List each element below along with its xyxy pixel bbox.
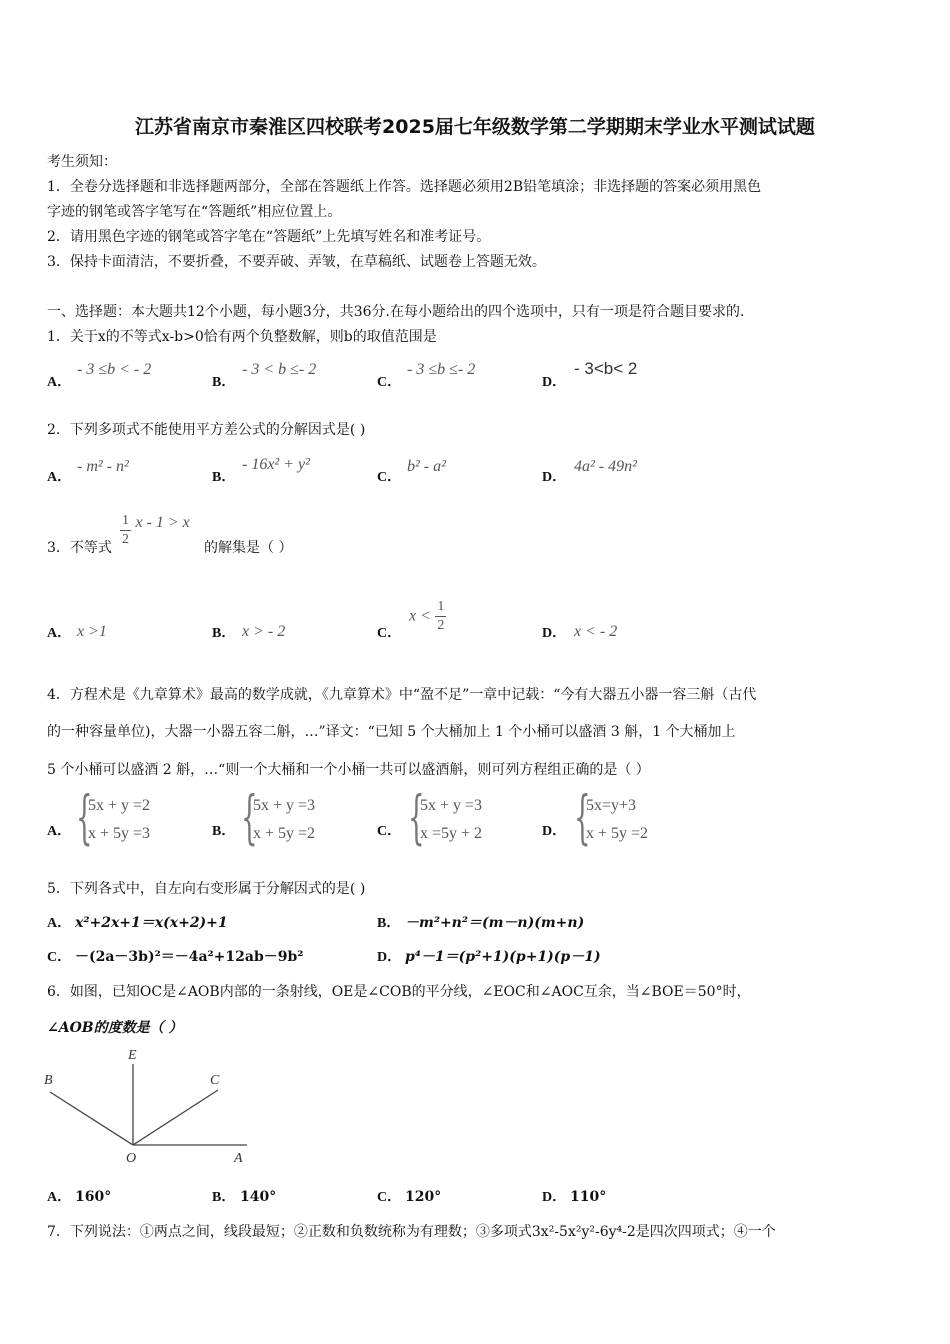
option-label: D． (377, 950, 402, 965)
q6-option-a: 160° (75, 1189, 112, 1205)
option-label: C． (377, 470, 402, 485)
point-label-o: O (126, 1151, 137, 1166)
point-label-a: A (234, 1151, 243, 1166)
question-3-stem-pre: 3．不等式 (47, 540, 112, 556)
point-label-b: B (44, 1073, 53, 1088)
q1-option-c: - 3 ≤b ≤- 2 (407, 361, 476, 378)
q6-option-c: 120° (405, 1189, 442, 1205)
question-2-stem: 2．下列多项式不能使用平方差公式的分解因式是( ) (47, 422, 366, 438)
notice-item: 2．请用黑色字迹的钢笔或答字笔在“答题纸”上先填写姓名和准考证号。 (47, 229, 491, 245)
q3-option-a: x >1 (77, 623, 107, 640)
notice-item: 1．全卷分选择题和非选择题两部分，全部在答题纸上作答。选择题必须用2B铅笔填涂；非选择题的答案必须用黑色 (47, 179, 762, 195)
option-label: B． (212, 626, 236, 641)
option-label: A． (47, 626, 72, 641)
option-label: A． (47, 916, 72, 931)
option-label: B． (377, 916, 401, 931)
q5-option-d: p⁴－1＝(p²+1)(p+1)(p－1) (405, 949, 601, 965)
option-label: C． (377, 375, 402, 390)
option-label: D． (542, 626, 567, 641)
notice-item: 字迹的钢笔或答字笔写在“答题纸”相应位置上。 (47, 204, 342, 220)
q3-option-b: x > - 2 (242, 623, 286, 640)
option-label: D． (542, 1190, 567, 1205)
q2-option-c: b² - a² (407, 458, 446, 475)
option-label: B． (212, 470, 236, 485)
point-label-c: C (210, 1073, 220, 1088)
page-title: 江苏省南京市秦淮区四校联考2025届七年级数学第二学期期末学业水平测试试题 (135, 116, 815, 138)
point-label-e: E (128, 1048, 137, 1063)
q3-option-c: x < $\frac{1}{2}$ (409, 599, 445, 633)
question-4-line: 5 个小桶可以盛酒 2 斛，…“则一个大桶和一个小桶一共可以盛酒斛，则可列方程组正确的是（ ） (47, 762, 650, 778)
q2-option-d: 4a² - 49n² (574, 458, 637, 475)
q1-option-a: - 3 ≤b < - 2 (77, 361, 152, 378)
q1-option-d: - 3<b< 2 (574, 359, 638, 378)
q5-option-c: －(2a－3b)²＝－4a²+12ab－9b² (75, 949, 304, 965)
q3-option-d: x < - 2 (574, 623, 618, 640)
q5-option-a: x²+2x+1＝x(x+2)+1 (75, 915, 228, 931)
option-label: C． (377, 824, 402, 839)
option-label: B． (212, 824, 236, 839)
q4-option-c: { 5x + y =3 x =5y + 2 (408, 783, 483, 851)
q6-option-b: 140° (240, 1189, 277, 1205)
option-label: D． (542, 375, 567, 390)
option-label: D． (542, 470, 567, 485)
q2-option-a: - m² - n² (77, 458, 129, 475)
ray-ob (50, 1092, 133, 1145)
option-label: A． (47, 470, 72, 485)
question-5-stem: 5．下列各式中，自左向右变形属于分解因式的是( ) (47, 881, 366, 897)
option-label: C． (377, 626, 402, 641)
option-label: C． (47, 950, 72, 965)
question-1-stem: 1．关于x的不等式x-b>0恰有两个负整数解，则b的取值范围是 (47, 329, 437, 345)
option-label: A． (47, 824, 72, 839)
ray-oc (133, 1090, 218, 1145)
question-3-stem-post: 的解集是（ ） (204, 540, 293, 556)
question-4-line: 4．方程术是《九章算术》最高的数学成就，《九章算术》中“盈不足”一章中记载：“今有大器五小器一容三斛（古代 (47, 687, 757, 703)
question-4-line: 的一种容量单位)，大器一小器五容二斛，…”译文：“已知 5 个大桶加上 1 个小桶可以盛酒 3 斛，1 个大桶加上 (47, 724, 736, 740)
q2-option-b: - 16x² + y² (242, 456, 310, 473)
option-label: B． (212, 1190, 236, 1205)
q3-inequality: $\frac{1}{2}$ x - 1 > x (122, 513, 190, 547)
question-6-line: 6．如图，已知OC是∠AOB内部的一条射线，OE是∠COB的平分线，∠EOC和∠AOC互余，当∠BOE＝50°时， (47, 984, 751, 1000)
option-label: D． (542, 824, 567, 839)
q4-option-a: { 5x + y =2 x + 5y =3 (76, 783, 151, 851)
q4-option-d: { 5x=y+3 x + 5y =2 (574, 783, 649, 851)
fraction: $\frac{1}{2}$ (122, 513, 129, 547)
option-label: A． (47, 375, 72, 390)
option-label: B． (212, 375, 236, 390)
q1-option-b: - 3 < b ≤- 2 (242, 361, 317, 378)
angle-figure (40, 1042, 260, 1167)
q6-option-d: 110° (570, 1189, 607, 1205)
section-heading: 一、选择题：本大题共12个小题，每小题3分，共36分.在每小题给出的四个选项中，只有一项是符合题目要求的. (47, 304, 745, 320)
question-6-line: ∠AOB的度数是（ ） (47, 1020, 183, 1036)
notice-item: 3．保持卡面清洁，不要折叠，不要弄破、弄皱，在草稿纸、试题卷上答题无效。 (47, 254, 546, 270)
q4-option-b: { 5x + y =3 x + 5y =2 (241, 783, 316, 851)
question-7-stem: 7．下列说法：①两点之间，线段最短；②正数和负数统称为有理数；③多项式3x²-5x²y²-6y⁴-2是四次四项式；④一个 (47, 1224, 776, 1240)
option-label: C． (377, 1190, 402, 1205)
option-label: A． (47, 1190, 72, 1205)
q5-option-b: －m²+n²＝(m－n)(m+n) (405, 915, 585, 931)
notice-heading: 考生须知： (47, 154, 117, 170)
